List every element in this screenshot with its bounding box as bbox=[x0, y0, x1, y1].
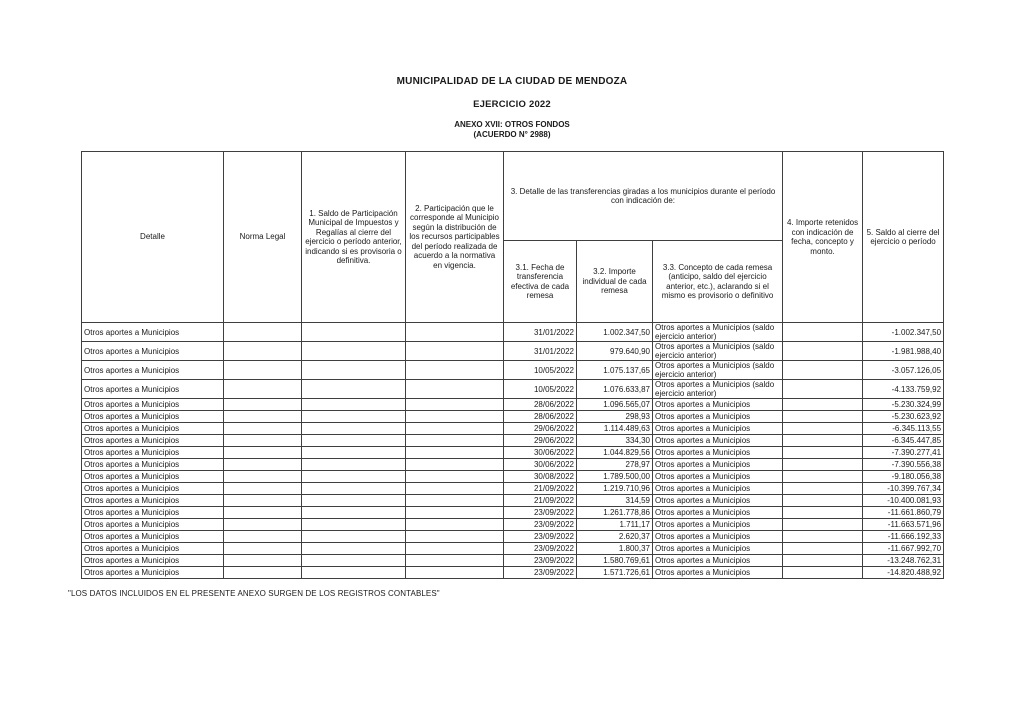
cell-detalle: Otros aportes a Municipios bbox=[82, 435, 224, 447]
cell-norma-legal bbox=[224, 411, 302, 423]
cell-importe-remesa: 1.571.726,61 bbox=[577, 567, 653, 579]
header-importe-individual: 3.2. Importe individual de cada remesa bbox=[577, 241, 653, 323]
cell-fecha-transferencia: 23/09/2022 bbox=[504, 555, 577, 567]
footnote: "LOS DATOS INCLUIDOS EN EL PRESENTE ANEXO SURGEN DE LOS REGISTROS CONTABLES" bbox=[68, 589, 440, 598]
cell-saldo-cierre: -11.666.192,33 bbox=[863, 531, 944, 543]
cell-importe-retenidos bbox=[783, 447, 863, 459]
cell-saldo-cierre: -14.820.488,92 bbox=[863, 567, 944, 579]
page-title: MUNICIPALIDAD DE LA CIUDAD DE MENDOZA bbox=[396, 76, 628, 87]
table-row bbox=[82, 483, 944, 495]
cell-importe-retenidos bbox=[783, 399, 863, 411]
cell-saldo-anterior bbox=[302, 483, 406, 495]
cell-norma-legal bbox=[224, 507, 302, 519]
header-transferencias-group: 3. Detalle de las transferencias giradas a los municipios durante el período con indicación de: bbox=[504, 152, 783, 241]
cell-norma-legal bbox=[224, 471, 302, 483]
cell-concepto-remesa: Otros aportes a Municipios bbox=[653, 399, 783, 411]
cell-norma-legal bbox=[224, 399, 302, 411]
cell-detalle: Otros aportes a Municipios bbox=[82, 342, 224, 361]
header-concepto-remesa: 3.3. Concepto de cada remesa (anticipo, saldo del ejercicio anterior, etc.), aclarando si el mismo es provisorio o definitivo bbox=[653, 241, 783, 323]
table-row bbox=[82, 555, 944, 567]
cell-saldo-anterior bbox=[302, 380, 406, 399]
cell-saldo-anterior bbox=[302, 411, 406, 423]
header-saldo-cierre: 5. Saldo al cierre del ejercicio o período bbox=[863, 152, 944, 323]
cell-detalle: Otros aportes a Municipios bbox=[82, 361, 224, 380]
cell-importe-retenidos bbox=[783, 361, 863, 380]
cell-fecha-transferencia: 23/09/2022 bbox=[504, 519, 577, 531]
cell-saldo-cierre: -1.002.347,50 bbox=[863, 323, 944, 342]
cell-saldo-cierre: -1.981.988,40 bbox=[863, 342, 944, 361]
header-importe-retenidos: 4. Importe retenidos con indicación de fecha, concepto y monto. bbox=[783, 152, 863, 323]
cell-concepto-remesa: Otros aportes a Municipios bbox=[653, 435, 783, 447]
cell-participacion bbox=[406, 423, 504, 435]
table-row bbox=[82, 447, 944, 459]
cell-importe-retenidos bbox=[783, 411, 863, 423]
cell-fecha-transferencia: 30/06/2022 bbox=[504, 447, 577, 459]
cell-concepto-remesa: Otros aportes a Municipios bbox=[653, 495, 783, 507]
cell-saldo-cierre: -4.133.759,92 bbox=[863, 380, 944, 399]
cell-detalle: Otros aportes a Municipios bbox=[82, 555, 224, 567]
cell-saldo-cierre: -9.180.056,38 bbox=[863, 471, 944, 483]
cell-importe-retenidos bbox=[783, 380, 863, 399]
cell-detalle: Otros aportes a Municipios bbox=[82, 447, 224, 459]
table-row bbox=[82, 399, 944, 411]
cell-importe-remesa: 979.640,90 bbox=[577, 342, 653, 361]
cell-saldo-anterior bbox=[302, 555, 406, 567]
cell-saldo-cierre: -11.667.992,70 bbox=[863, 543, 944, 555]
cell-participacion bbox=[406, 342, 504, 361]
cell-participacion bbox=[406, 531, 504, 543]
cell-importe-retenidos bbox=[783, 567, 863, 579]
cell-participacion bbox=[406, 435, 504, 447]
cell-saldo-cierre: -11.661.860,79 bbox=[863, 507, 944, 519]
table-row bbox=[82, 567, 944, 579]
cell-concepto-remesa: Otros aportes a Municipios (saldo ejercicio anterior) bbox=[653, 380, 783, 399]
cell-participacion bbox=[406, 483, 504, 495]
cell-concepto-remesa: Otros aportes a Municipios (saldo ejercicio anterior) bbox=[653, 323, 783, 342]
cell-importe-retenidos bbox=[783, 342, 863, 361]
cell-fecha-transferencia: 28/06/2022 bbox=[504, 411, 577, 423]
cell-importe-remesa: 334,30 bbox=[577, 435, 653, 447]
cell-saldo-cierre: -10.399.767,34 bbox=[863, 483, 944, 495]
cell-participacion bbox=[406, 567, 504, 579]
cell-detalle: Otros aportes a Municipios bbox=[82, 380, 224, 399]
table-row bbox=[82, 435, 944, 447]
table-row bbox=[82, 459, 944, 471]
cell-norma-legal bbox=[224, 361, 302, 380]
cell-concepto-remesa: Otros aportes a Municipios (saldo ejercicio anterior) bbox=[653, 361, 783, 380]
cell-participacion bbox=[406, 323, 504, 342]
cell-concepto-remesa: Otros aportes a Municipios bbox=[653, 411, 783, 423]
funds-table bbox=[81, 151, 944, 579]
cell-saldo-cierre: -11.663.571,96 bbox=[863, 519, 944, 531]
table-row bbox=[82, 543, 944, 555]
cell-participacion bbox=[406, 411, 504, 423]
cell-saldo-cierre: -6.345.113,55 bbox=[863, 423, 944, 435]
header-saldo-participacion: 1. Saldo de Participación Municipal de Impuestos y Regalías al cierre del ejercicio o período anterior, indicando si es provisoria o definitiva. bbox=[302, 152, 406, 323]
cell-detalle: Otros aportes a Municipios bbox=[82, 411, 224, 423]
cell-saldo-anterior bbox=[302, 531, 406, 543]
cell-fecha-transferencia: 30/08/2022 bbox=[504, 471, 577, 483]
cell-saldo-anterior bbox=[302, 323, 406, 342]
cell-importe-remesa: 1.076.633,87 bbox=[577, 380, 653, 399]
cell-saldo-anterior bbox=[302, 567, 406, 579]
cell-saldo-cierre: -7.390.556,38 bbox=[863, 459, 944, 471]
cell-detalle: Otros aportes a Municipios bbox=[82, 495, 224, 507]
cell-importe-remesa: 1.789.500,00 bbox=[577, 471, 653, 483]
cell-fecha-transferencia: 10/05/2022 bbox=[504, 361, 577, 380]
cell-saldo-anterior bbox=[302, 447, 406, 459]
cell-concepto-remesa: Otros aportes a Municipios bbox=[653, 531, 783, 543]
cell-fecha-transferencia: 23/09/2022 bbox=[504, 507, 577, 519]
cell-participacion bbox=[406, 361, 504, 380]
cell-participacion bbox=[406, 495, 504, 507]
table-row bbox=[82, 323, 944, 342]
cell-importe-remesa: 314,59 bbox=[577, 495, 653, 507]
table-row bbox=[82, 361, 944, 380]
cell-importe-retenidos bbox=[783, 483, 863, 495]
cell-concepto-remesa: Otros aportes a Municipios bbox=[653, 555, 783, 567]
cell-norma-legal bbox=[224, 423, 302, 435]
table-row bbox=[82, 519, 944, 531]
table-row bbox=[82, 531, 944, 543]
fiscal-year-subtitle: EJERCICIO 2022 bbox=[473, 99, 551, 110]
cell-fecha-transferencia: 10/05/2022 bbox=[504, 380, 577, 399]
cell-saldo-cierre: -6.345.447,85 bbox=[863, 435, 944, 447]
cell-saldo-anterior bbox=[302, 459, 406, 471]
cell-detalle: Otros aportes a Municipios bbox=[82, 483, 224, 495]
cell-importe-remesa: 298,93 bbox=[577, 411, 653, 423]
cell-participacion bbox=[406, 459, 504, 471]
cell-norma-legal bbox=[224, 447, 302, 459]
cell-fecha-transferencia: 23/09/2022 bbox=[504, 531, 577, 543]
cell-participacion bbox=[406, 471, 504, 483]
annex-line1: ANEXO XVII: OTROS FONDOS bbox=[454, 120, 570, 129]
cell-concepto-remesa: Otros aportes a Municipios bbox=[653, 519, 783, 531]
cell-fecha-transferencia: 30/06/2022 bbox=[504, 459, 577, 471]
cell-norma-legal bbox=[224, 459, 302, 471]
cell-concepto-remesa: Otros aportes a Municipios bbox=[653, 447, 783, 459]
cell-fecha-transferencia: 31/01/2022 bbox=[504, 323, 577, 342]
cell-detalle: Otros aportes a Municipios bbox=[82, 507, 224, 519]
cell-importe-remesa: 1.711,17 bbox=[577, 519, 653, 531]
cell-saldo-anterior bbox=[302, 435, 406, 447]
cell-saldo-anterior bbox=[302, 399, 406, 411]
cell-norma-legal bbox=[224, 323, 302, 342]
cell-participacion bbox=[406, 380, 504, 399]
cell-saldo-cierre: -5.230.623,92 bbox=[863, 411, 944, 423]
annex-heading bbox=[81, 120, 943, 140]
cell-saldo-anterior bbox=[302, 495, 406, 507]
header-fecha-transferencia: 3.1. Fecha de transferencia efectiva de cada remesa bbox=[504, 241, 577, 323]
cell-fecha-transferencia: 21/09/2022 bbox=[504, 483, 577, 495]
cell-importe-retenidos bbox=[783, 435, 863, 447]
cell-importe-retenidos bbox=[783, 423, 863, 435]
cell-detalle: Otros aportes a Municipios bbox=[82, 471, 224, 483]
cell-importe-retenidos bbox=[783, 555, 863, 567]
table-row bbox=[82, 495, 944, 507]
cell-participacion bbox=[406, 543, 504, 555]
cell-importe-remesa: 1.096.565,07 bbox=[577, 399, 653, 411]
cell-detalle: Otros aportes a Municipios bbox=[82, 519, 224, 531]
cell-participacion bbox=[406, 399, 504, 411]
annex-line2: (ACUERDO N° 2988) bbox=[473, 130, 551, 139]
cell-detalle: Otros aportes a Municipios bbox=[82, 323, 224, 342]
cell-concepto-remesa: Otros aportes a Municipios bbox=[653, 423, 783, 435]
header-norma-legal: Norma Legal bbox=[224, 152, 302, 323]
table-row bbox=[82, 380, 944, 399]
cell-concepto-remesa: Otros aportes a Municipios bbox=[653, 459, 783, 471]
cell-saldo-anterior bbox=[302, 519, 406, 531]
cell-detalle: Otros aportes a Municipios bbox=[82, 423, 224, 435]
cell-norma-legal bbox=[224, 342, 302, 361]
cell-saldo-cierre: -10.400.081,93 bbox=[863, 495, 944, 507]
cell-importe-retenidos bbox=[783, 323, 863, 342]
cell-fecha-transferencia: 29/06/2022 bbox=[504, 435, 577, 447]
cell-participacion bbox=[406, 447, 504, 459]
cell-importe-retenidos bbox=[783, 459, 863, 471]
cell-importe-remesa: 1.580.769,61 bbox=[577, 555, 653, 567]
cell-participacion bbox=[406, 507, 504, 519]
cell-detalle: Otros aportes a Municipios bbox=[82, 459, 224, 471]
cell-saldo-anterior bbox=[302, 361, 406, 380]
header-participacion-municipio: 2. Participación que le corresponde al Municipio según la distribución de los recursos participables del período realizada de acuerdo a la normativa en vigencia. bbox=[406, 152, 504, 323]
cell-norma-legal bbox=[224, 435, 302, 447]
cell-detalle: Otros aportes a Municipios bbox=[82, 399, 224, 411]
cell-fecha-transferencia: 23/09/2022 bbox=[504, 567, 577, 579]
cell-concepto-remesa: Otros aportes a Municipios bbox=[653, 507, 783, 519]
cell-concepto-remesa: Otros aportes a Municipios bbox=[653, 483, 783, 495]
cell-saldo-cierre: -7.390.277,41 bbox=[863, 447, 944, 459]
cell-importe-remesa: 2.620,37 bbox=[577, 531, 653, 543]
cell-fecha-transferencia: 23/09/2022 bbox=[504, 543, 577, 555]
cell-importe-retenidos bbox=[783, 519, 863, 531]
table-row bbox=[82, 342, 944, 361]
cell-fecha-transferencia: 29/06/2022 bbox=[504, 423, 577, 435]
table-row bbox=[82, 471, 944, 483]
cell-norma-legal bbox=[224, 483, 302, 495]
cell-importe-retenidos bbox=[783, 531, 863, 543]
table-row bbox=[82, 423, 944, 435]
cell-importe-remesa: 1.800,37 bbox=[577, 543, 653, 555]
cell-importe-retenidos bbox=[783, 543, 863, 555]
cell-detalle: Otros aportes a Municipios bbox=[82, 567, 224, 579]
cell-importe-remesa: 1.075.137,65 bbox=[577, 361, 653, 380]
cell-fecha-transferencia: 31/01/2022 bbox=[504, 342, 577, 361]
cell-saldo-cierre: -5.230.324,99 bbox=[863, 399, 944, 411]
cell-norma-legal bbox=[224, 380, 302, 399]
cell-importe-remesa: 1.002.347,50 bbox=[577, 323, 653, 342]
cell-detalle: Otros aportes a Municipios bbox=[82, 543, 224, 555]
table-row bbox=[82, 507, 944, 519]
cell-importe-remesa: 1.261.778,86 bbox=[577, 507, 653, 519]
cell-saldo-anterior bbox=[302, 543, 406, 555]
cell-concepto-remesa: Otros aportes a Municipios bbox=[653, 543, 783, 555]
cell-saldo-anterior bbox=[302, 423, 406, 435]
cell-importe-remesa: 1.044.829,56 bbox=[577, 447, 653, 459]
table-header bbox=[82, 152, 944, 323]
cell-norma-legal bbox=[224, 555, 302, 567]
cell-importe-remesa: 1.219.710,96 bbox=[577, 483, 653, 495]
cell-saldo-anterior bbox=[302, 507, 406, 519]
cell-concepto-remesa: Otros aportes a Municipios bbox=[653, 567, 783, 579]
cell-norma-legal bbox=[224, 519, 302, 531]
header-detalle: Detalle bbox=[82, 152, 224, 323]
cell-participacion bbox=[406, 519, 504, 531]
cell-importe-retenidos bbox=[783, 471, 863, 483]
cell-concepto-remesa: Otros aportes a Municipios (saldo ejercicio anterior) bbox=[653, 342, 783, 361]
table-row bbox=[82, 411, 944, 423]
cell-norma-legal bbox=[224, 531, 302, 543]
cell-saldo-anterior bbox=[302, 471, 406, 483]
cell-concepto-remesa: Otros aportes a Municipios bbox=[653, 471, 783, 483]
cell-fecha-transferencia: 21/09/2022 bbox=[504, 495, 577, 507]
cell-importe-retenidos bbox=[783, 495, 863, 507]
cell-importe-retenidos bbox=[783, 507, 863, 519]
cell-importe-remesa: 1.114.489,63 bbox=[577, 423, 653, 435]
cell-fecha-transferencia: 28/06/2022 bbox=[504, 399, 577, 411]
table-body bbox=[82, 323, 944, 579]
cell-participacion bbox=[406, 555, 504, 567]
cell-saldo-cierre: -13.248.762,31 bbox=[863, 555, 944, 567]
cell-norma-legal bbox=[224, 495, 302, 507]
cell-detalle: Otros aportes a Municipios bbox=[82, 531, 224, 543]
cell-saldo-anterior bbox=[302, 342, 406, 361]
cell-importe-remesa: 278,97 bbox=[577, 459, 653, 471]
cell-saldo-cierre: -3.057.126,05 bbox=[863, 361, 944, 380]
cell-norma-legal bbox=[224, 567, 302, 579]
cell-norma-legal bbox=[224, 543, 302, 555]
